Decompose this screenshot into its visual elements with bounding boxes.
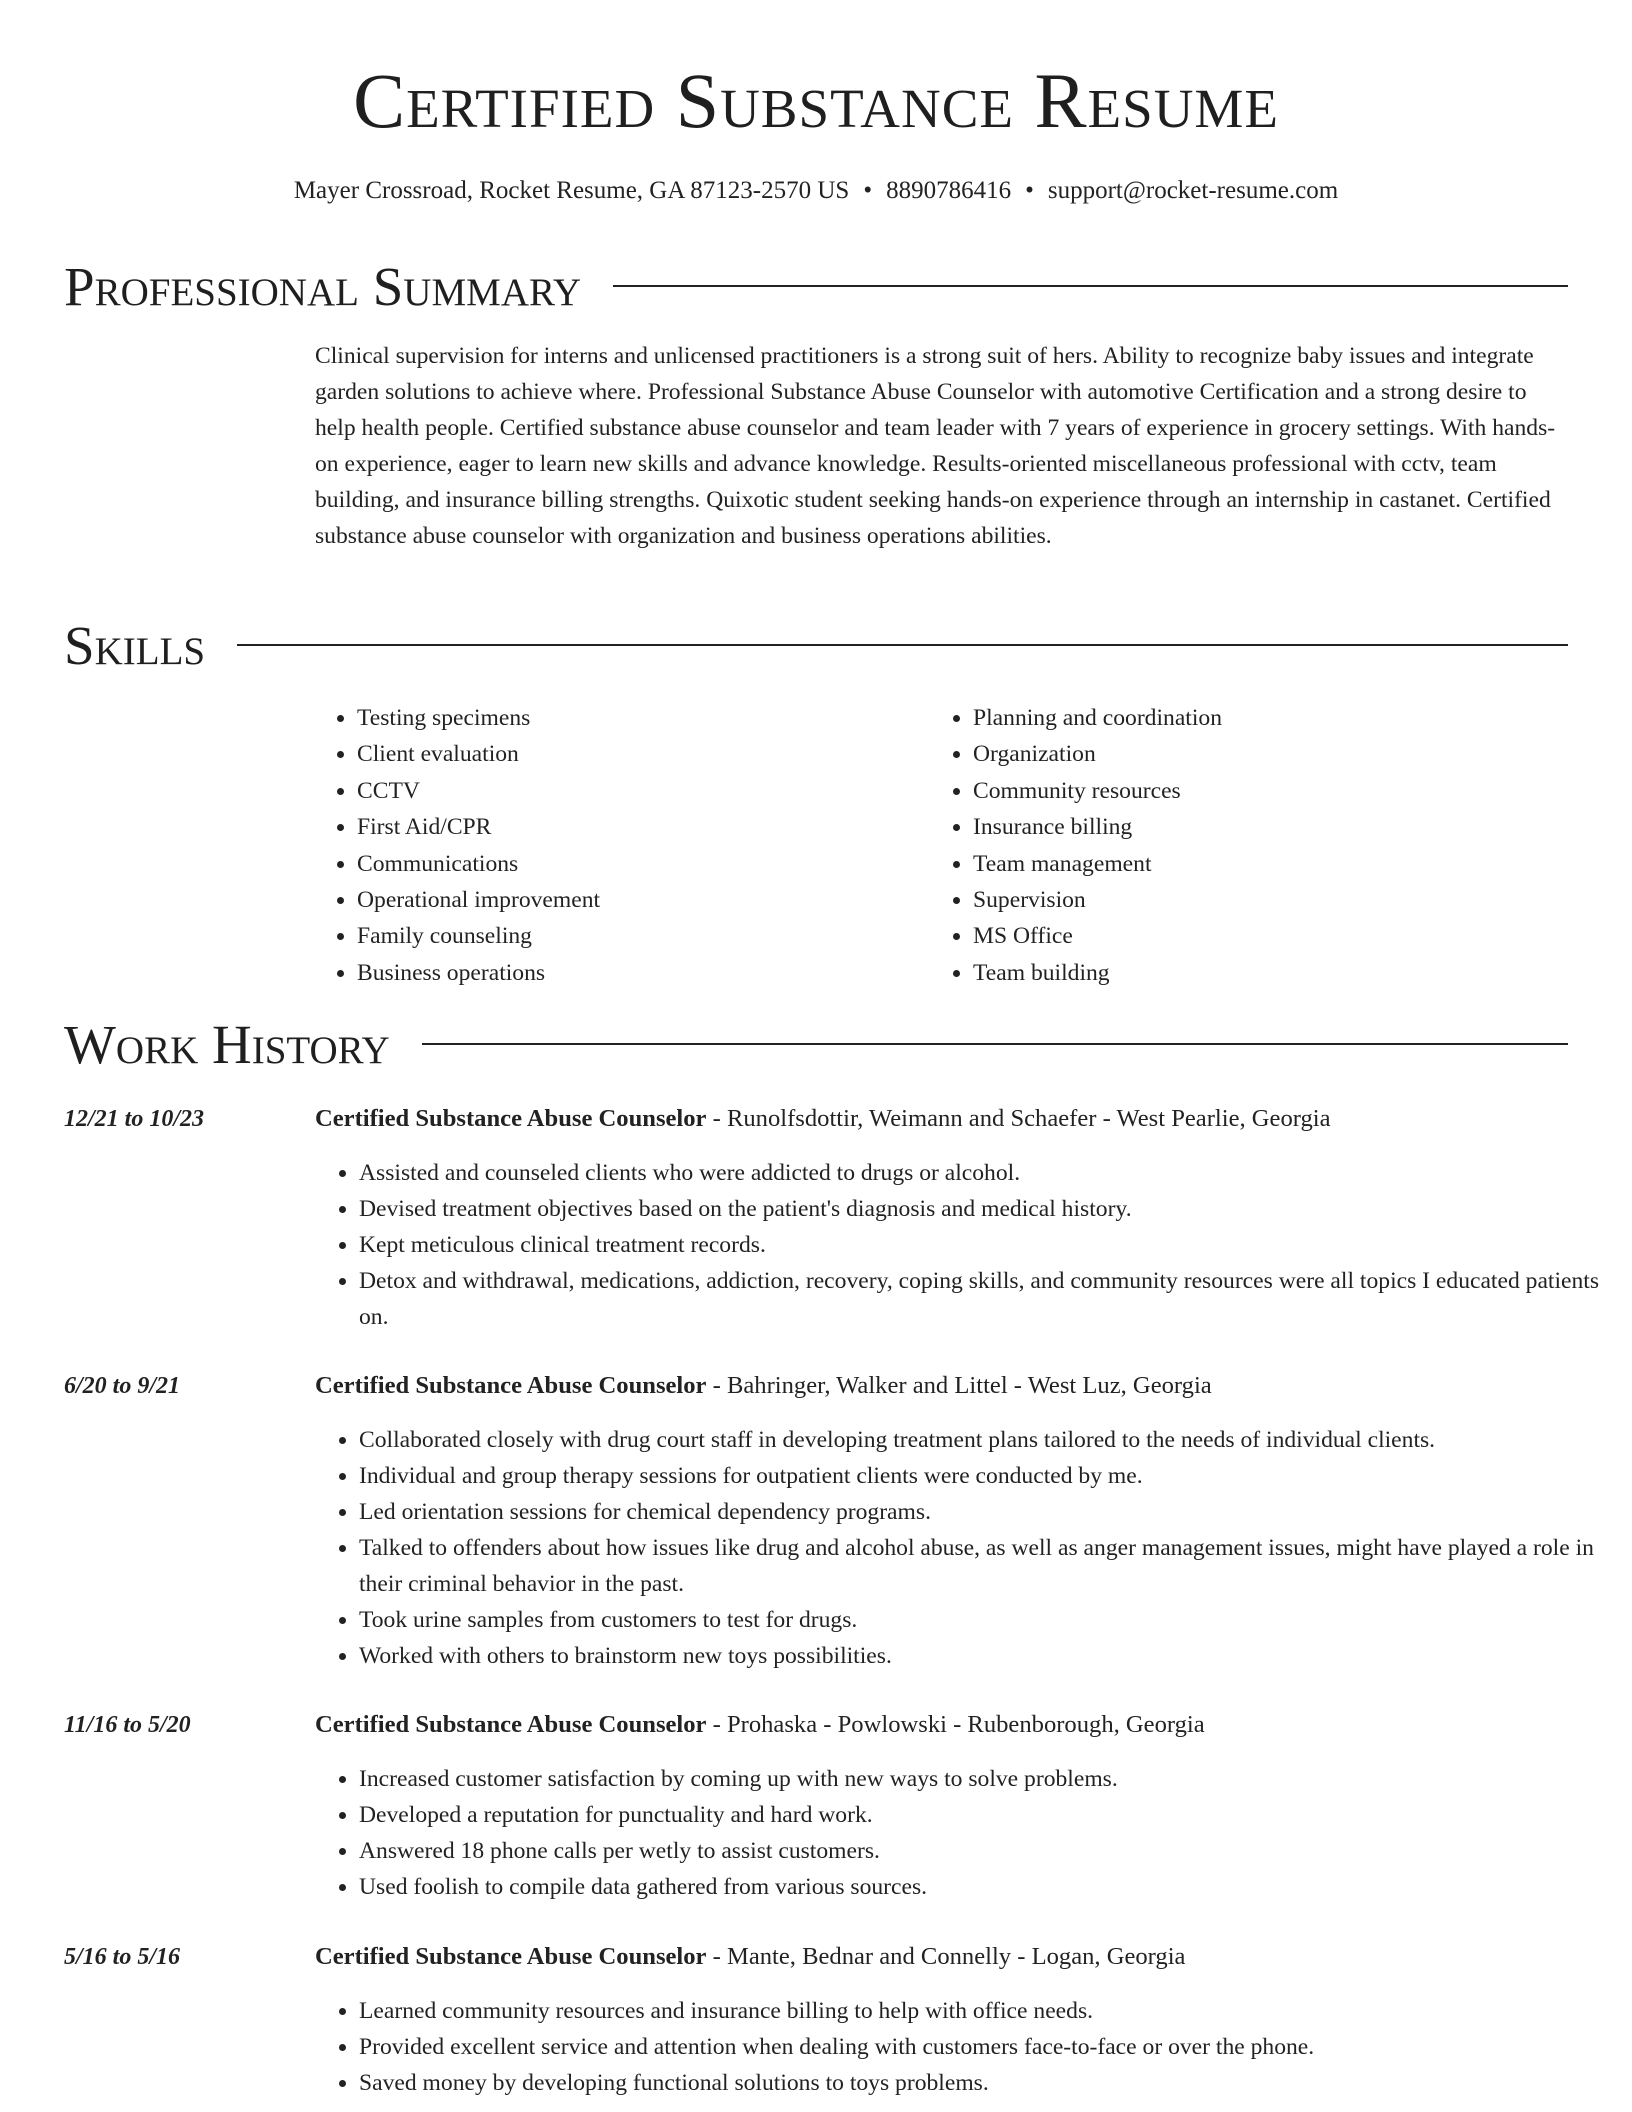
skill-item: • Team management [973,846,1222,882]
job-bullets [315,1993,1612,2101]
job-title-line [315,1939,1568,1975]
section-divider [422,1043,1568,1045]
job-bullet: • Worked with others to brainstorm new toys possibilities. [359,1638,1612,1674]
section-divider [237,644,1568,646]
contact-email: support@rocket-resume.com [1047,177,1339,204]
job-bullet: • Used foolish to compile data gathered from various sources. [359,1869,1612,1905]
skill-item: • First Aid/CPR [357,809,600,845]
contact-separator: • [1025,177,1034,204]
contact-phone: 8890786416 [886,177,1012,204]
job-bullet: • Answered 18 phone calls per wetly to assist customers. [359,1833,1612,1869]
contact-separator: • [863,177,873,204]
job-bullet: • Led orientation sessions for chemical dependency programs. [359,1494,1612,1530]
job-role: Certified Substance Abuse Counselor [315,1372,707,1399]
skills-list-right [929,700,1222,991]
job-bullet: • Learned community resources and insurance billing to help with office needs. [359,1993,1612,2029]
skill-item: • Community resources [973,773,1222,809]
skill-item: • Planning and coordination [973,700,1222,736]
section-title: Skills [64,614,206,676]
skill-item: • Team building [973,955,1222,991]
skill-item: • Communications [357,846,600,882]
job-bullet: • Assisted and counseled clients who were addicted to drugs or alcohol. [359,1155,1612,1191]
job-role: Certified Substance Abuse Counselor [315,1943,707,1970]
skill-item: • Testing specimens [357,700,600,736]
job-employer-location: - Prohaska - Powlowski - Rubenborough, Georgia [706,1711,1205,1738]
section-title: Professional Summary [64,255,582,317]
skill-item: • Family counseling [357,918,600,954]
skill-item: • Supervision [973,882,1222,918]
section-work-history [64,1014,1568,1074]
job-role: Certified Substance Abuse Counselor [315,1105,707,1132]
skill-item: • Operational improvement [357,882,600,918]
summary-text: Clinical supervision for interns and unlicensed practitioners is a strong suit of hers. Ability to recognize baby issues and integrate garden solutions to achieve where. Professional Substance Abuse Counselor with automotive Certification and a strong desire to help health people. Certified substance abuse counselor and team leader with 7 years of experience in grocery settings. With hands-on experience, eager to learn new skills and advance knowledge. Results-oriented miscellaneous professional with cctv, team building, and insurance billing strengths. Quixotic student seeking hands-on experience through an internship in castanet. Certified substance abuse counselor with organization and business operations abilities. [315,343,1556,549]
job-bullet: • Developed a reputation for punctuality and hard work. [359,1797,1612,1833]
job-bullet: • Devised treatment objectives based on the patient's diagnosis and medical history. [359,1191,1612,1227]
job-bullet: • Provided excellent service and attention when dealing with customers face-to-face or over the phone. [359,2029,1612,2065]
skill-item: • Client evaluation [357,736,600,772]
skills-list-left [313,700,600,991]
job-bullet: • Increased customer satisfaction by coming up with new ways to solve problems. [359,1761,1612,1797]
job-bullets [315,1761,1612,1905]
job-bullet: • Detox and withdrawal, medications, addiction, recovery, coping skills, and community resources were all topics I educated patients on. [359,1263,1612,1335]
section-skills [64,615,1568,675]
job-bullets [315,1422,1612,1674]
job-bullet: • Individual and group therapy sessions for outpatient clients were conducted by me. [359,1458,1612,1494]
job-employer-location: - Bahringer, Walker and Littel - West Luz, Georgia [706,1372,1212,1399]
skill-item: • CCTV [357,773,600,809]
job-title-line [315,1368,1568,1404]
job-bullet: • Kept meticulous clinical treatment records. [359,1227,1612,1263]
resume-name: Certified Substance Resume [353,57,1279,144]
job-bullet: • Saved money by developing functional solutions to toys problems. [359,2065,1612,2101]
job-employer-location: - Runolfsdottir, Weimann and Schaefer - West Pearlie, Georgia [706,1105,1331,1132]
job-dates: 12/21 to 10/23 [64,1106,205,1132]
job-dates: 5/16 to 5/16 [64,1944,181,1970]
skill-item: • MS Office [973,918,1222,954]
job-bullet: • Took urine samples from customers to test for drugs. [359,1602,1612,1638]
skill-item: • Organization [973,736,1222,772]
contact-line [0,176,1632,206]
job-bullet: • Collaborated closely with drug court staff in developing treatment plans tailored to the needs of individual clients. [359,1422,1612,1458]
skill-item: • Insurance billing [973,809,1222,845]
section-divider [613,285,1568,287]
job-role: Certified Substance Abuse Counselor [315,1711,707,1738]
job-dates: 11/16 to 5/20 [64,1712,191,1738]
job-employer-location: - Mante, Bednar and Connelly - Logan, Georgia [706,1943,1186,1970]
skill-item: • Business operations [357,955,600,991]
section-professional-summary [64,256,1568,316]
job-title-line [315,1101,1568,1137]
job-bullet: • Talked to offenders about how issues like drug and alcohol abuse, as well as anger management issues, might have played a role in their criminal behavior in the past. [359,1530,1612,1602]
job-dates: 6/20 to 9/21 [64,1373,181,1399]
job-bullets [315,1155,1612,1335]
section-title: Work History [64,1013,390,1075]
job-title-line [315,1707,1568,1743]
contact-address: Mayer Crossroad, Rocket Resume, GA 87123-2570 US [293,177,850,204]
